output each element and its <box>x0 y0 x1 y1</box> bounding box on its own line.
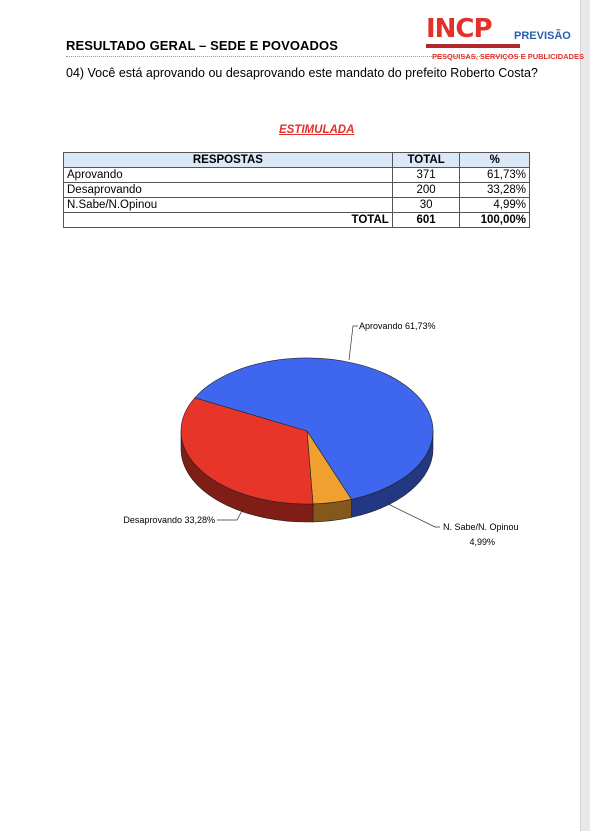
pie-leader-line <box>349 326 358 360</box>
report-title: RESULTADO GERAL – SEDE E POVOADOS <box>66 38 339 53</box>
pie-label: Desaprovando 33,28% <box>123 515 215 525</box>
logo-strip <box>426 44 520 48</box>
header-respostas: RESPOSTAS <box>64 153 393 168</box>
row-total: 30 <box>392 198 460 213</box>
row-percent: 4,99% <box>460 198 530 213</box>
table-row <box>64 198 530 213</box>
results-table <box>63 152 530 228</box>
total-label: TOTAL <box>64 213 393 228</box>
pie-label: 4,99% <box>469 537 495 547</box>
survey-question: 04) Você está aprovando ou desaprovando este mandato do prefeito Roberto Costa? <box>66 66 538 80</box>
row-percent: 33,28% <box>460 183 530 198</box>
table-row <box>64 183 530 198</box>
logo-subtitle: PESQUISAS, SERVIÇOS E PUBLICIDADES <box>432 52 584 61</box>
row-label: N.Sabe/N.Opinou <box>64 198 393 213</box>
header-total: TOTAL <box>392 153 460 168</box>
table-header-row <box>64 153 530 168</box>
row-total: 371 <box>392 168 460 183</box>
logo-previsao-text: PREVISÃO <box>514 30 571 42</box>
company-logo <box>422 14 582 64</box>
pie-leader-line <box>386 503 440 527</box>
logo-main-text: INCP <box>426 14 492 44</box>
section-subtitle: ESTIMULADA <box>279 124 355 136</box>
table-total-row <box>64 213 530 228</box>
pie-label: N. Sabe/N. Opinou <box>443 522 519 532</box>
pie-chart <box>0 300 580 570</box>
row-percent: 61,73% <box>460 168 530 183</box>
total-percent: 100,00% <box>460 213 530 228</box>
row-total: 200 <box>392 183 460 198</box>
row-label: Desaprovando <box>64 183 393 198</box>
pie-label: Aprovando 61,73% <box>359 321 436 331</box>
header-percent: % <box>460 153 530 168</box>
row-label: Aprovando <box>64 168 393 183</box>
table-row <box>64 168 530 183</box>
total-count: 601 <box>392 213 460 228</box>
